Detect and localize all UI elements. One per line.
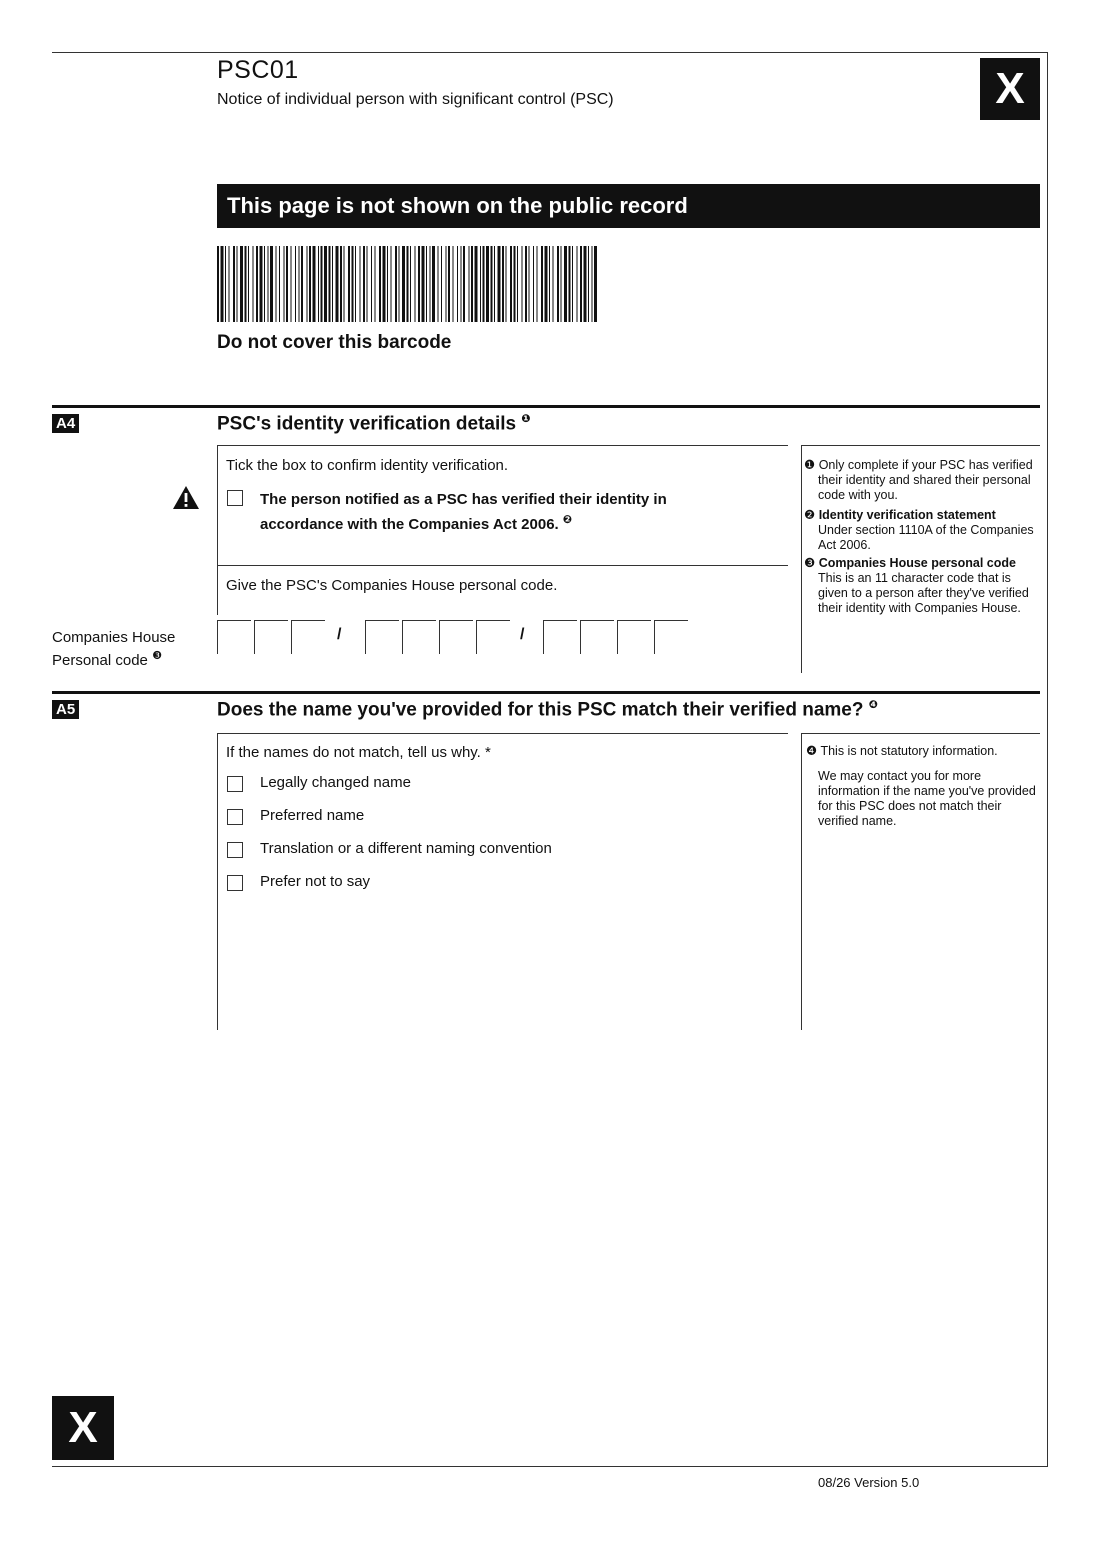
- warning-icon: [172, 484, 200, 510]
- a4-notes-left: [801, 445, 802, 673]
- note-3: [804, 556, 1040, 616]
- note-4: [806, 744, 1038, 759]
- section-a5-title: [217, 698, 878, 721]
- section-a5-label: A5: [52, 700, 79, 719]
- a5-notes-left: [801, 733, 802, 1030]
- option-label-preferred: Preferred name: [260, 807, 365, 824]
- a5-box-top: [217, 733, 788, 734]
- code-digit-9[interactable]: [580, 620, 614, 654]
- version-label: 08/26 Version 5.0: [818, 1475, 920, 1490]
- corner-mark-bottom: X: [52, 1396, 114, 1460]
- option-checkbox-legally-changed[interactable]: [227, 776, 243, 792]
- a4-box-top: [217, 445, 788, 446]
- option-checkbox-prefer-not[interactable]: [227, 875, 243, 891]
- code-digit-5[interactable]: [402, 620, 436, 654]
- section-a4-label: A4: [52, 414, 79, 433]
- note-2-title: Identity verification statement: [818, 508, 996, 522]
- section-a4-title-text: PSC's identity verification details: [217, 413, 517, 435]
- note-2: [804, 508, 1040, 553]
- page-frame-bottom: [52, 1466, 1048, 1467]
- confirm-statement: [260, 489, 730, 535]
- note-2-marker: ❷: [804, 508, 816, 522]
- note-marker-1: ❶: [521, 413, 531, 425]
- form-title: Notice of individual person with significant control (PSC): [217, 91, 614, 108]
- barcode-image: [217, 246, 597, 322]
- note-4-line1: This is not statutory information.: [820, 744, 998, 758]
- code-digit-7[interactable]: [476, 620, 510, 654]
- code-field-label: [52, 628, 202, 670]
- note-1-text: Only complete if your PSC has verified their identity and shared their personal code with you.: [818, 458, 1033, 502]
- a5-notes-top: [801, 733, 1040, 734]
- option-label-prefer-not: Prefer not to say: [260, 873, 371, 890]
- a5-notes: [806, 744, 1038, 829]
- page-frame-top: [52, 52, 1048, 53]
- confirm-instruction: Tick the box to confirm identity verification.: [226, 457, 509, 474]
- confirm-statement-text: The person notified as a PSC has verified their identity in accordance with the Companies Act 2006.: [260, 491, 667, 533]
- identity-verified-checkbox[interactable]: [227, 490, 243, 506]
- note-1: [804, 458, 1040, 503]
- page-frame-right: [1047, 52, 1048, 1466]
- form-code: PSC01: [217, 56, 299, 84]
- option-label-translation: Translation or a different naming convention: [260, 840, 552, 857]
- code-field-label-text: Companies House Personal code: [52, 629, 176, 669]
- note-1-marker: ❶: [804, 458, 816, 472]
- a4-box-left-2: [217, 565, 218, 615]
- code-separator-2: /: [520, 626, 525, 643]
- note-2-text: Under section 1110A of the Companies Act 2006.: [818, 523, 1034, 552]
- note-3-title: Companies House personal code: [818, 556, 1016, 570]
- section-a5-title-text: Does the name you've provided for this PSC match their verified name?: [217, 699, 864, 721]
- note-marker-2: ❷: [562, 514, 573, 526]
- a4-box-left: [217, 445, 218, 565]
- note-4-marker: ❹: [806, 744, 818, 758]
- code-digit-10[interactable]: [617, 620, 651, 654]
- not-public-banner: This page is not shown on the public record: [217, 184, 1040, 228]
- code-digit-11[interactable]: [654, 620, 688, 654]
- a4-divider: [217, 565, 788, 566]
- note-4-detail: We may contact you for more information if the name you've provided for this PSC does not match their verified name.: [818, 769, 1036, 828]
- code-digit-6[interactable]: [439, 620, 473, 654]
- note-3-text: This is an 11 character code that is given to a person after they've verified their identity with Companies House.: [818, 571, 1029, 615]
- section-a5-rule: [52, 691, 1040, 694]
- section-a4-title: [217, 412, 531, 435]
- code-separator-1: /: [337, 626, 342, 643]
- code-digit-3[interactable]: [291, 620, 325, 654]
- note-3-marker: ❸: [804, 556, 816, 570]
- code-digit-1[interactable]: [217, 620, 251, 654]
- note-marker-3: ❸: [152, 650, 162, 662]
- a5-instruction: If the names do not match, tell us why. *: [226, 744, 491, 761]
- option-checkbox-preferred[interactable]: [227, 809, 243, 825]
- option-checkbox-translation[interactable]: [227, 842, 243, 858]
- a4-notes: [804, 458, 1040, 616]
- corner-mark-top: X: [980, 58, 1040, 120]
- option-label-legally-changed: Legally changed name: [260, 774, 411, 791]
- section-a4-rule: [52, 405, 1040, 408]
- note-marker-4: ❹: [868, 699, 879, 711]
- code-digit-8[interactable]: [543, 620, 577, 654]
- personal-code-input[interactable]: [217, 620, 717, 656]
- code-digit-4[interactable]: [365, 620, 399, 654]
- barcode-note: Do not cover this barcode: [217, 332, 452, 353]
- a4-notes-top: [801, 445, 1040, 446]
- a5-box-left: [217, 733, 218, 1030]
- code-digit-2[interactable]: [254, 620, 288, 654]
- code-instruction: Give the PSC's Companies House personal code.: [226, 577, 558, 594]
